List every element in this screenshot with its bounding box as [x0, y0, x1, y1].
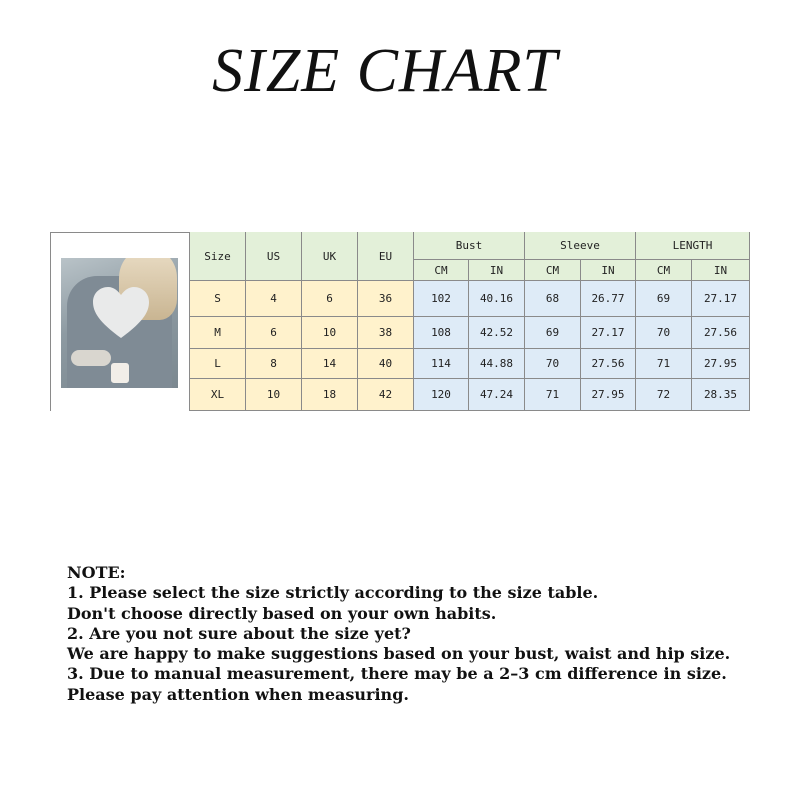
- cell-length_cm: 71: [636, 349, 692, 379]
- cell-sleeve_cm: 71: [525, 379, 581, 411]
- cell-eu: 38: [358, 317, 414, 349]
- header-in: IN: [692, 260, 750, 281]
- header-in: IN: [581, 260, 636, 281]
- cell-uk: 10: [302, 317, 358, 349]
- cell-length_in: 27.56: [692, 317, 750, 349]
- cell-bust_in: 47.24: [469, 379, 525, 411]
- cell-length_in: 27.17: [692, 281, 750, 317]
- header-us: US: [246, 232, 302, 281]
- cell-sleeve_in: 27.95: [581, 379, 636, 411]
- note-line: 1. Please select the size strictly according to the size table.: [67, 583, 599, 603]
- header-uk: UK: [302, 232, 358, 281]
- note-line: Don't choose directly based on your own habits.: [67, 603, 497, 623]
- cell-uk: 6: [302, 281, 358, 317]
- cell-eu: 36: [358, 281, 414, 317]
- header-length: LENGTH: [636, 232, 750, 260]
- cell-uk: 18: [302, 379, 358, 411]
- cell-sleeve_in: 27.56: [581, 349, 636, 379]
- page-title: SIZE CHART: [212, 37, 558, 105]
- note-line: We are happy to make suggestions based on your bust, waist and hip size.: [67, 644, 731, 664]
- cell-us: 8: [246, 349, 302, 379]
- cell-eu: 42: [358, 379, 414, 411]
- header-bust: Bust: [414, 232, 525, 260]
- cell-sleeve_cm: 70: [525, 349, 581, 379]
- cell-length_cm: 70: [636, 317, 692, 349]
- note-line: Please pay attention when measuring.: [67, 684, 409, 704]
- note-line: 3. Due to manual measurement, there may be a 2–3 cm difference in size.: [67, 664, 727, 684]
- cell-bust_in: 44.88: [469, 349, 525, 379]
- cell-sleeve_in: 26.77: [581, 281, 636, 317]
- header-size: Size: [190, 232, 246, 281]
- header-cm: CM: [525, 260, 581, 281]
- notes-section: [67, 563, 767, 705]
- cell-size: S: [190, 281, 246, 317]
- cell-bust_cm: 108: [414, 317, 469, 349]
- cell-bust_cm: 120: [414, 379, 469, 411]
- cell-bust_in: 40.16: [469, 281, 525, 317]
- note-line: NOTE:: [67, 563, 126, 582]
- cell-bust_cm: 102: [414, 281, 469, 317]
- photo-column: [50, 232, 190, 411]
- cell-bust_cm: 114: [414, 349, 469, 379]
- cell-length_in: 27.95: [692, 349, 750, 379]
- cell-sleeve_in: 27.17: [581, 317, 636, 349]
- size-table: [50, 232, 750, 411]
- cell-us: 10: [246, 379, 302, 411]
- note-line: 2. Are you not sure about the size yet?: [67, 623, 411, 643]
- cell-uk: 14: [302, 349, 358, 379]
- cell-us: 6: [246, 317, 302, 349]
- header-in: IN: [469, 260, 525, 281]
- header-sleeve: Sleeve: [525, 232, 636, 260]
- header-cm: CM: [414, 260, 469, 281]
- cell-size: XL: [190, 379, 246, 411]
- cell-eu: 40: [358, 349, 414, 379]
- cell-bust_in: 42.52: [469, 317, 525, 349]
- cell-us: 4: [246, 281, 302, 317]
- cell-length_cm: 69: [636, 281, 692, 317]
- header-eu: EU: [358, 232, 414, 281]
- cell-size: L: [190, 349, 246, 379]
- cell-size: M: [190, 317, 246, 349]
- cell-sleeve_cm: 68: [525, 281, 581, 317]
- header-cm: CM: [636, 260, 692, 281]
- cell-sleeve_cm: 69: [525, 317, 581, 349]
- cell-length_cm: 72: [636, 379, 692, 411]
- cell-length_in: 28.35: [692, 379, 750, 411]
